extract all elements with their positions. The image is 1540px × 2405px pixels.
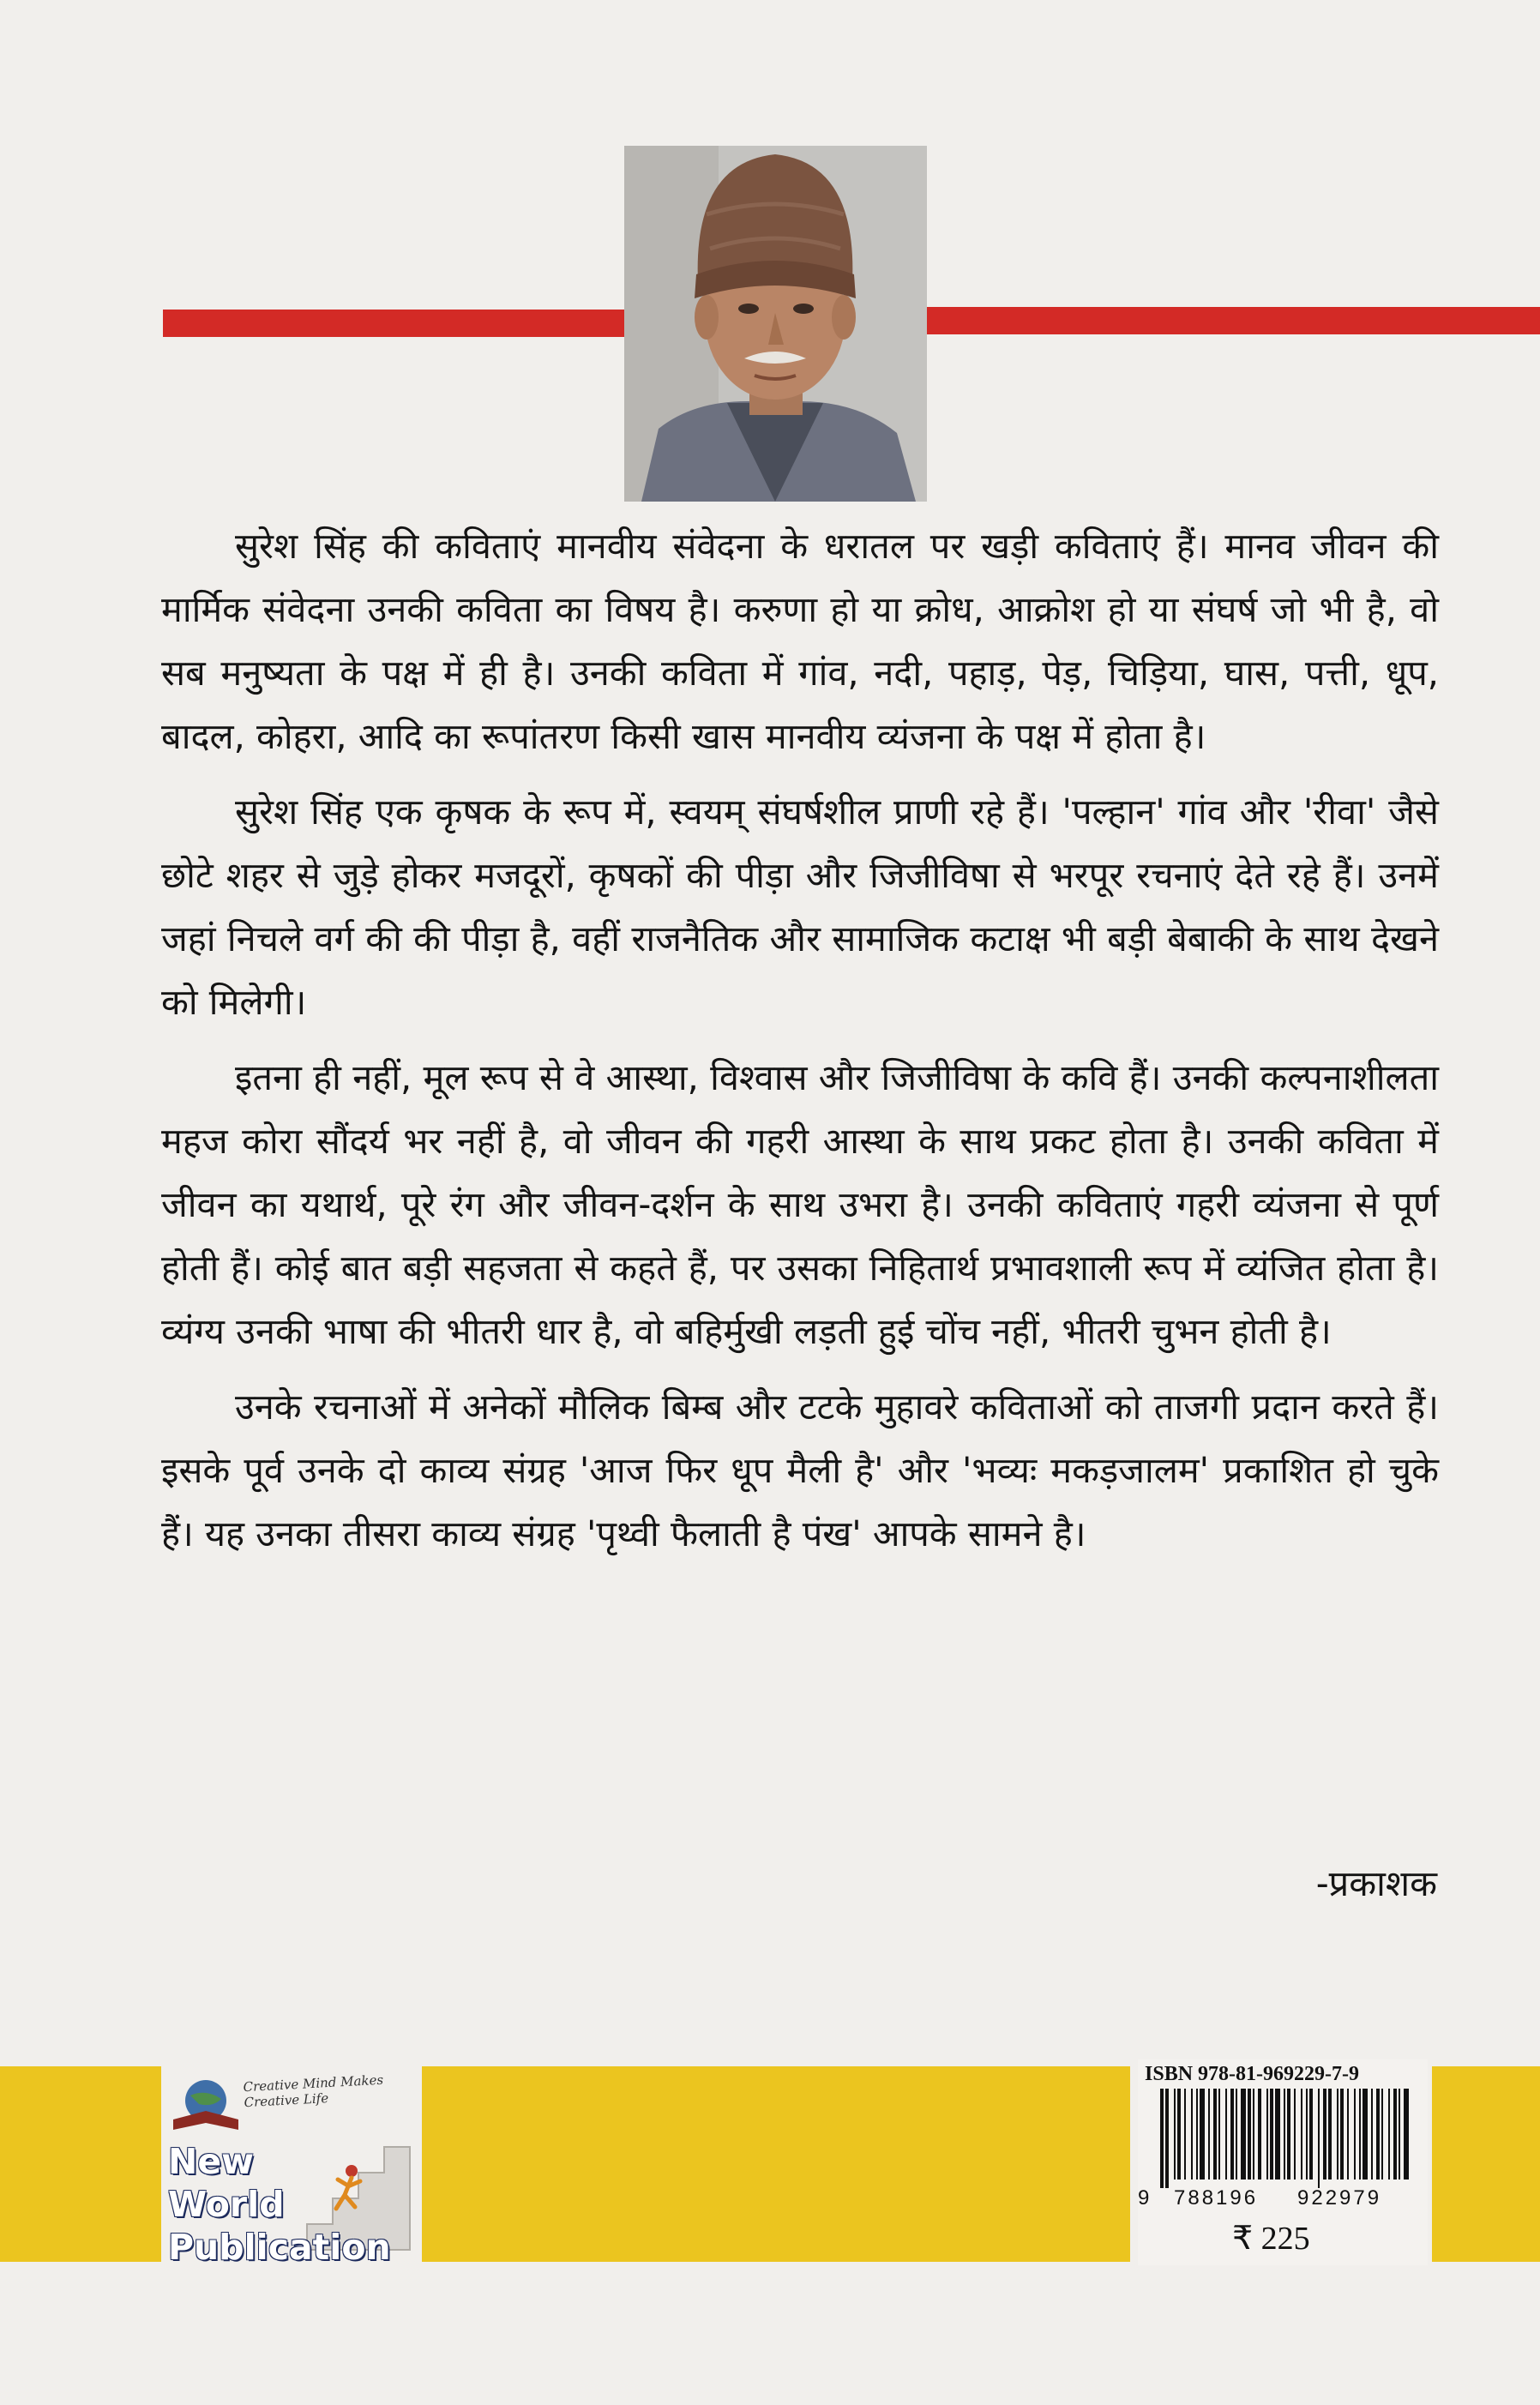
barcode-bar	[1306, 2089, 1308, 2180]
barcode-bar	[1388, 2089, 1390, 2180]
barcode-bar	[1270, 2089, 1273, 2180]
blurb-paragraph: इतना ही नहीं, मूल रूप से वे आस्था, विश्वास और जिजीविषा के कवि हैं। उनकी कल्पनाशीलता महज कोरा सौंदर्य भर नहीं है, वो जीवन की गहरी आस्था के साथ प्रकट होता है। उनकी कविता में जीवन का यथार्थ, पूरे रंग और जीवन-दर्शन के साथ उभरा है। उनकी कविताएं गहरी व्यंजना से पूर्ण होती हैं। कोई बात बड़ी सहजता से कहते हैं, पर उसका निहितार्थ प्रभावशाली रूप में व्यंजित होता है। व्यंग्य उनकी भाषा की भीतरी धार है, वो बहिर्मुखी लड़ती हुई चोंच नहीं, भीतरी चुभन होती है।	[161, 1056, 1439, 1352]
barcode-bar	[1200, 2089, 1205, 2180]
barcode-bar	[1354, 2089, 1356, 2180]
barcode-bar	[1196, 2089, 1198, 2180]
barcode-bar	[1399, 2089, 1400, 2180]
barcode-digit-lead: 9	[1138, 2186, 1150, 2210]
barcode-bar	[1230, 2089, 1234, 2180]
barcode-bar	[1241, 2089, 1246, 2180]
barcode-bar	[1347, 2089, 1349, 2180]
barcode-bar	[1258, 2089, 1261, 2180]
barcode-bar	[1340, 2089, 1344, 2180]
barcode-bar	[1318, 2089, 1320, 2188]
barcode-bar	[1266, 2089, 1268, 2180]
barcode-bar	[1236, 2089, 1237, 2180]
publisher-name-line: New	[168, 2141, 254, 2182]
barcode-bar	[1328, 2089, 1332, 2180]
publisher-logo	[161, 2070, 422, 2268]
back-cover-blurb	[161, 514, 1439, 1566]
barcode-bar	[1371, 2089, 1373, 2180]
barcode-bars	[1155, 2089, 1412, 2188]
isbn-barcode-block	[1138, 2059, 1428, 2265]
barcode-bar	[1284, 2089, 1285, 2180]
blurb-paragraph: सुरेश सिंह एक कृषक के रूप में, स्वयम् संघर्षशील प्राणी रहे हैं। 'पल्हान' गांव और 'रीवा' जैसे छोटे शहर से जुड़े होकर मजदूरों, कृषकों की पीड़ा और जिजीविषा से भरपूर रचनाएं देते रहे हैं। उनमें जहां निचले वर्ग की की पीड़ा है, वहीं राजनैतिक और सामाजिक कटाक्ष भी बड़ी बेबाकी के साथ देखने को मिलेगी।	[161, 791, 1439, 1023]
barcode-bar	[1287, 2089, 1290, 2180]
barcode-bar	[1248, 2089, 1251, 2180]
barcode-bar	[1309, 2089, 1313, 2180]
publisher-tagline: Creative Mind Makes Creative Life	[243, 2071, 384, 2111]
author-photo	[624, 146, 927, 502]
publisher-name-line: World	[168, 2184, 285, 2225]
barcode-bar	[1184, 2089, 1186, 2180]
barcode-bar	[1275, 2089, 1280, 2180]
barcode-bar	[1393, 2089, 1397, 2180]
barcode-bar	[1191, 2089, 1193, 2180]
barcode-bar	[1337, 2089, 1338, 2180]
publisher-signature: -प्रकाशक	[1315, 1862, 1437, 1904]
barcode-bar	[1225, 2089, 1227, 2180]
barcode-bar	[1177, 2089, 1181, 2180]
publisher-name-line: Publication	[168, 2227, 391, 2268]
barcode-bar	[1301, 2089, 1302, 2180]
barcode-bar	[1218, 2089, 1220, 2180]
barcode-bar	[1381, 2089, 1383, 2180]
barcode-bar	[1359, 2089, 1361, 2180]
barcode-digit-group: 922979	[1297, 2186, 1382, 2210]
barcode-bar	[1323, 2089, 1326, 2180]
barcode-bar	[1213, 2089, 1217, 2180]
barcode-bar	[1404, 2089, 1409, 2180]
barcode-bar	[1253, 2089, 1254, 2180]
barcode-bar	[1363, 2089, 1368, 2180]
price-label: ₹ 225	[1232, 2221, 1310, 2257]
barcode-bar	[1174, 2089, 1176, 2180]
red-rule-left	[163, 310, 626, 337]
barcode-digit-group: 788196	[1174, 2186, 1259, 2210]
barcode-bar	[1160, 2089, 1164, 2188]
publisher-name	[168, 2140, 391, 2269]
barcode-bar	[1208, 2089, 1210, 2180]
barcode-bar	[1294, 2089, 1296, 2180]
barcode-bar	[1165, 2089, 1169, 2188]
barcode-bar	[1376, 2089, 1380, 2180]
isbn-label: ISBN 978-81-969229-7-9	[1145, 2063, 1359, 2085]
red-rule-right	[927, 307, 1540, 334]
author-portrait-illustration	[624, 146, 927, 502]
blurb-paragraph: सुरेश सिंह की कविताएं मानवीय संवेदना के धरातल पर खड़ी कविताएं हैं। मानव जीवन की मार्मिक संवेदना उनकी कविता का विषय है। करुणा हो या क्रोध, आक्रोश हो या संघर्ष जो भी है, वो सब मनुष्यता के पक्ष में ही है। उनकी कविता में गांव, नदी, पहाड़, पेड़, चिड़िया, घास, पत्ती, धूप, बादल, कोहरा, आदि का रूपांतरण किसी खास मानवीय व्यंजना के पक्ष में होता है।	[161, 525, 1439, 757]
blurb-paragraph: उनके रचनाओं में अनेकों मौलिक बिम्ब और टटके मुहावरे कविताओं को ताजगी प्रदान करते हैं। इसके पूर्व उनके दो काव्य संग्रह 'आज फिर धूप मैली है' और 'भव्यः मकड़जालम' प्रकाशित हो चुके हैं। यह उनका तीसरा काव्य संग्रह 'पृथ्वी फैलाती है पंख' आपके सामने है।	[161, 1386, 1439, 1554]
